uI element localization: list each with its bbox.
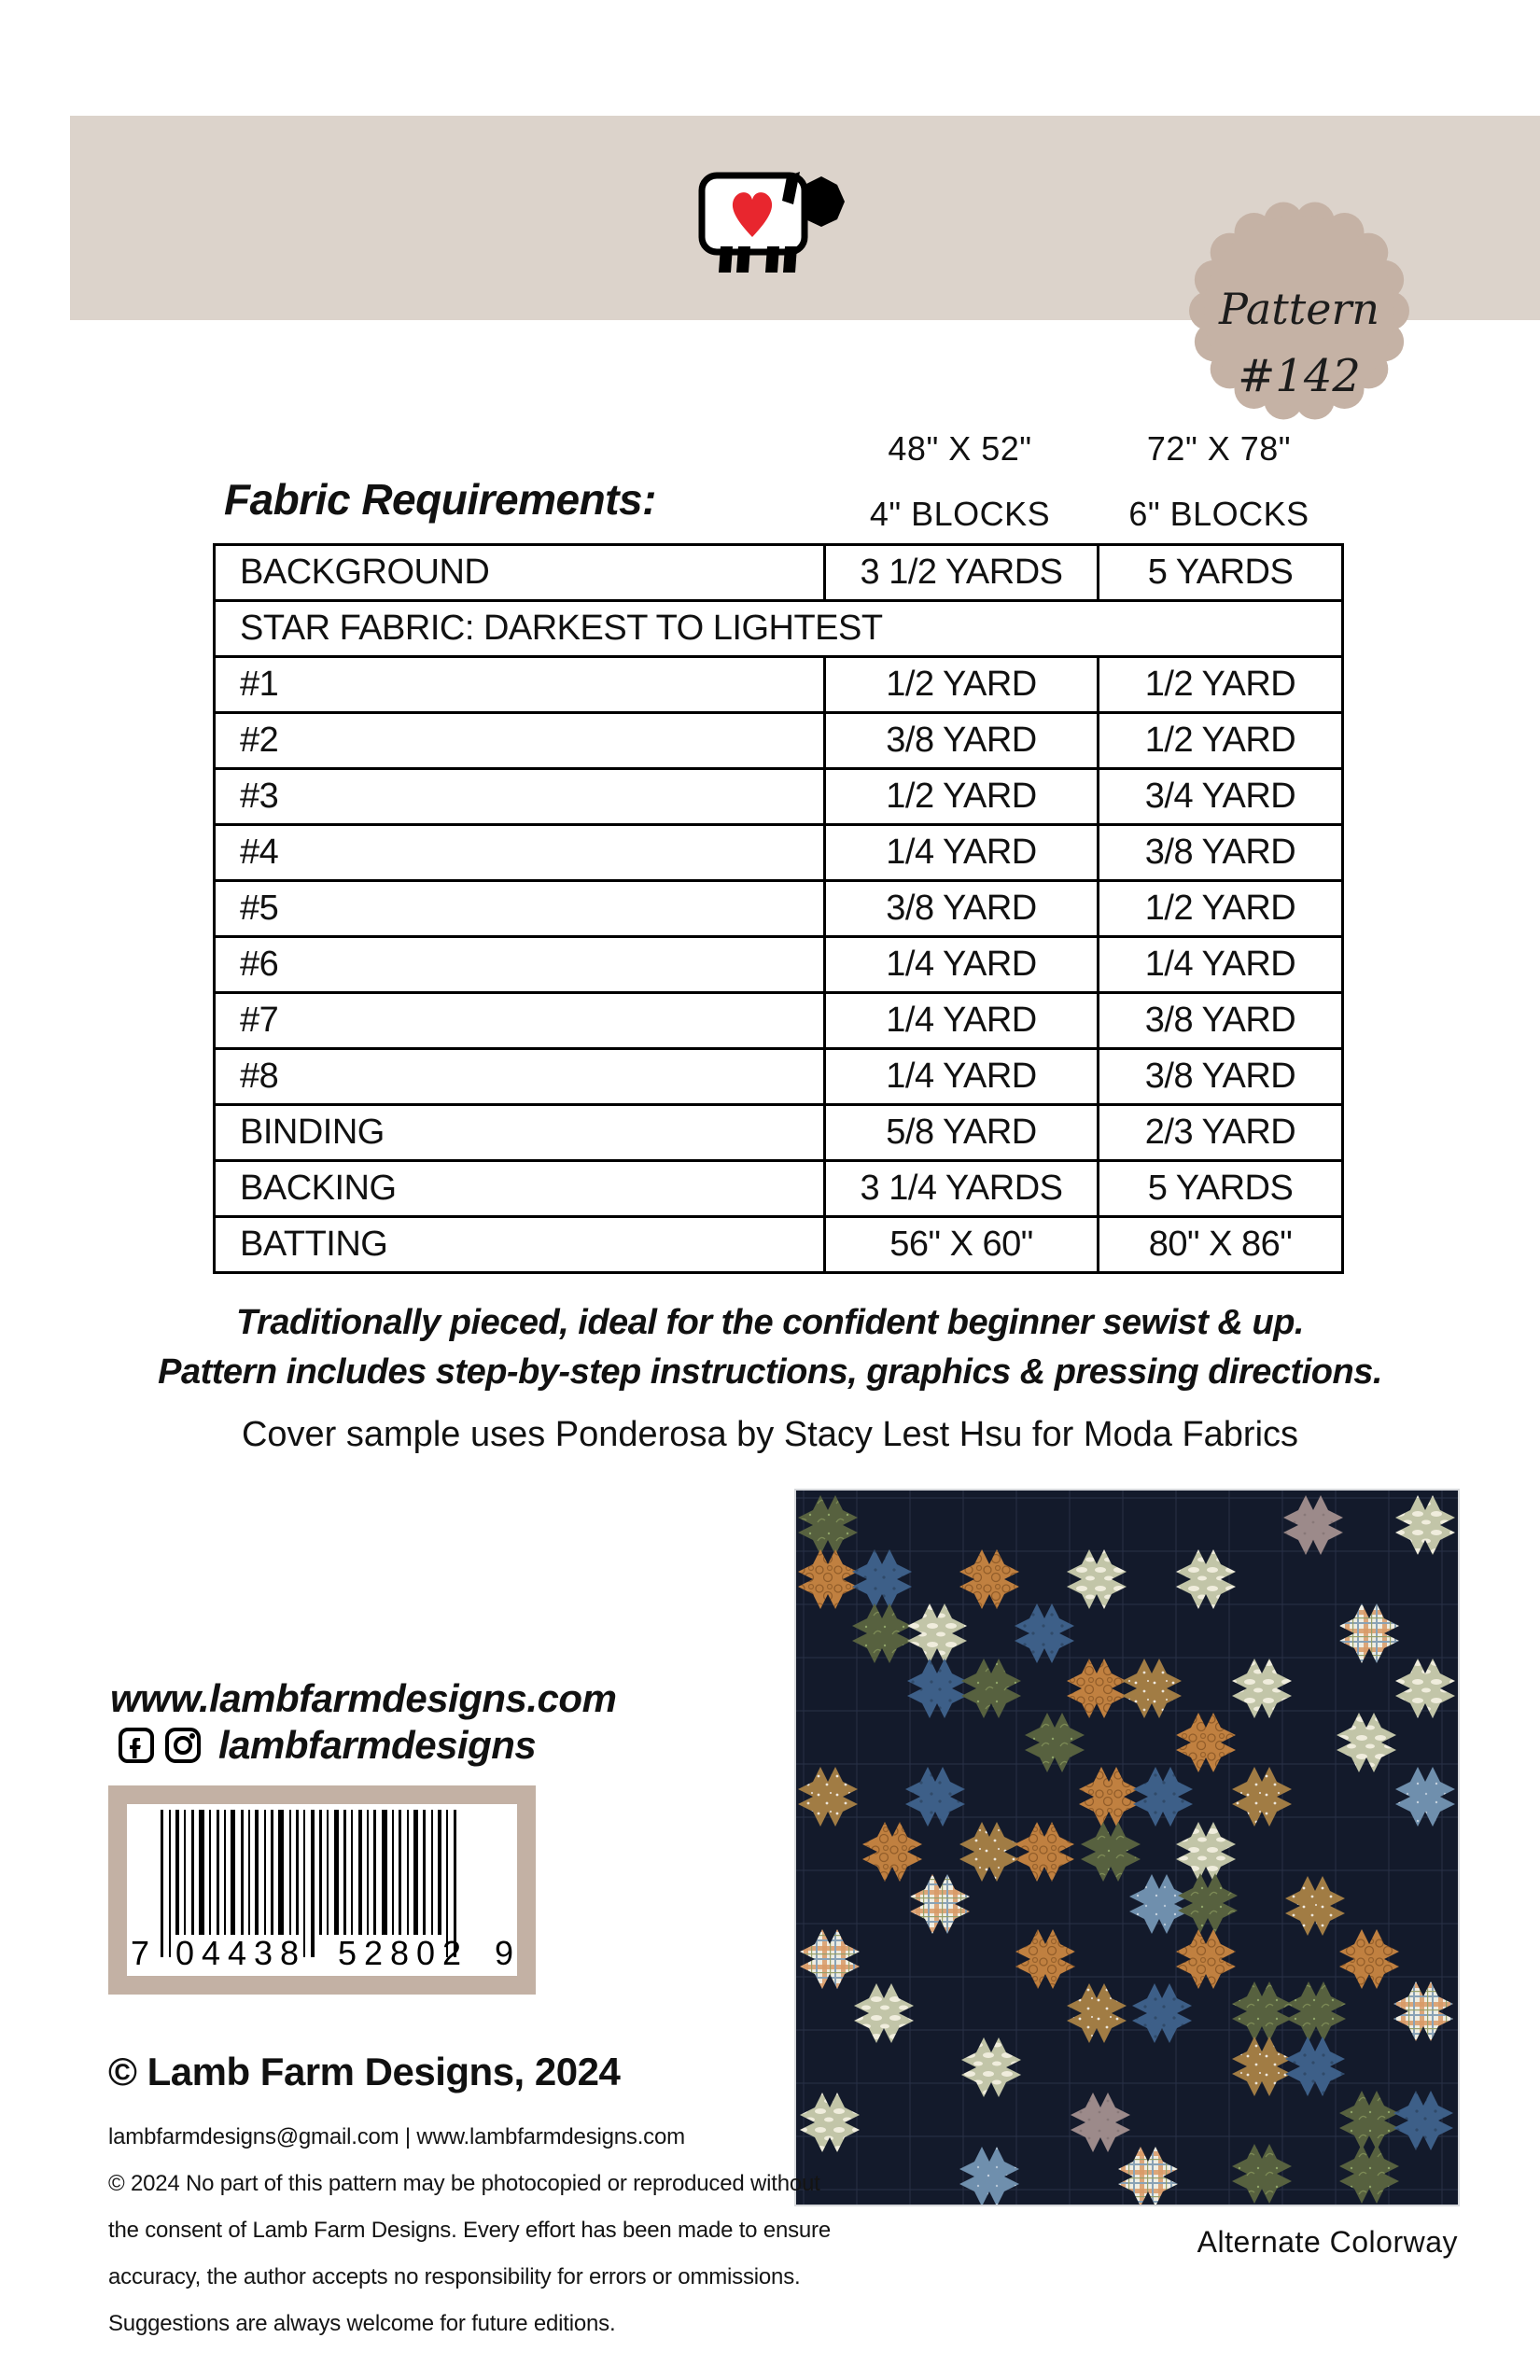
description-line-2: Pattern includes step-by-step instructions, graphics & pressing directions. [158,1352,1382,1392]
social-row [118,1723,536,1768]
table-row [215,937,1343,993]
table-row [215,545,1343,601]
blocks-small: 4" BLOCKS [869,495,1051,533]
facebook-icon [118,1727,155,1764]
barcode [127,1804,517,1976]
table-row [215,1161,1343,1217]
blocks-large: 6" BLOCKS [1128,495,1309,533]
quilt-photo [794,1489,1460,2206]
table-row [215,1049,1343,1105]
social-handle: lambfarmdesigns [218,1723,537,1767]
fine-print-line: lambfarmdesigns@gmail.com | www.lambfarmdesigns.com [108,2124,685,2149]
row-value-large: 3/8 YARD [1099,993,1343,1049]
row-label: #4 [215,825,825,881]
row-value-small: 1/4 YARD [825,825,1099,881]
row-value-large: 5 YARDS [1099,545,1343,601]
barcode-frame [108,1785,536,1995]
row-label: #8 [215,1049,825,1105]
instagram-icon [164,1727,202,1764]
row-label: BATTING [215,1217,825,1273]
row-value-large: 3/8 YARD [1099,1049,1343,1105]
row-value-large: 1/2 YARD [1099,713,1343,769]
size-small: 48" X 52" [888,429,1032,468]
row-value-small: 3/8 YARD [825,881,1099,937]
row-label: BACKING [215,1161,825,1217]
size-large: 72" X 78" [1146,429,1292,468]
row-label: #1 [215,657,825,713]
row-value-small: 1/2 YARD [825,657,1099,713]
row-value-large: 3/4 YARD [1099,769,1343,825]
row-value-small: 1/4 YARD [825,993,1099,1049]
barcode-digit-end: 9 [494,1934,514,1972]
fabric-requirements-title: Fabric Requirements: [224,475,656,524]
row-label: BACKGROUND [215,545,825,601]
badge-line1: Pattern [1218,284,1380,334]
row-value-small: 1/2 YARD [825,769,1099,825]
row-value-large: 1/2 YARD [1099,881,1343,937]
row-value-small: 56" X 60" [825,1217,1099,1273]
row-label: #5 [215,881,825,937]
quilt-caption: Alternate Colorway [1197,2225,1458,2259]
fabric-table [213,543,1344,1274]
barcode-digit-lead: 7 [130,1934,150,1972]
table-row [215,993,1343,1049]
row-label: #3 [215,769,825,825]
row-label: STAR FABRIC: DARKEST TO LIGHTEST [215,601,1343,657]
row-value-large: 1/2 YARD [1099,657,1343,713]
row-value-small: 3/8 YARD [825,713,1099,769]
row-value-small: 1/4 YARD [825,1049,1099,1105]
copyright-title: © Lamb Farm Designs, 2024 [108,2050,621,2093]
row-value-small: 1/4 YARD [825,937,1099,993]
fine-print-line: © 2024 No part of this pattern may be photocopied or reproduced without [108,2171,820,2196]
row-value-small: 3 1/2 YARDS [825,545,1099,601]
barcode-group2: 52802 [337,1934,469,1972]
table-row [215,825,1343,881]
table-row [215,657,1343,713]
row-value-large: 5 YARDS [1099,1161,1343,1217]
fabric-requirements-table [213,543,1344,1274]
row-label: #6 [215,937,825,993]
row-label: #7 [215,993,825,1049]
website-url: www.lambfarmdesigns.com [110,1676,617,1720]
row-value-large: 3/8 YARD [1099,825,1343,881]
row-value-small: 3 1/4 YARDS [825,1161,1099,1217]
size-column-header-large [1097,416,1341,547]
table-row [215,713,1343,769]
row-label: #2 [215,713,825,769]
size-column-header-small [823,416,1097,547]
cover-sample-line: Cover sample uses Ponderosa by Stacy Lest Hsu for Moda Fabrics [241,1415,1299,1454]
table-row [215,1217,1343,1273]
barcode-group1: 04438 [175,1934,307,1972]
row-label: BINDING [215,1105,825,1161]
row-value-large: 80" X 86" [1099,1217,1343,1273]
description-line-1: Traditionally pieced, ideal for the confident beginner sewist & up. [236,1303,1304,1342]
fine-print-block [108,2114,831,2347]
fine-print-line: accuracy, the author accepts no responsibility for errors or ommissions. [108,2264,801,2289]
fabric-table-body [215,545,1343,1273]
row-value-large: 2/3 YARD [1099,1105,1343,1161]
badge-line2: #142 [1238,350,1361,402]
sheep-logo [694,161,847,276]
table-row [215,1105,1343,1161]
table-row [215,769,1343,825]
fine-print-line: Suggestions are always welcome for future editions. [108,2311,616,2336]
pattern-number-badge [1187,199,1411,423]
table-row [215,601,1343,657]
table-row [215,881,1343,937]
row-value-large: 1/4 YARD [1099,937,1343,993]
fine-print-line: the consent of Lamb Farm Designs. Every effort has been made to ensure [108,2218,831,2243]
row-value-small: 5/8 YARD [825,1105,1099,1161]
